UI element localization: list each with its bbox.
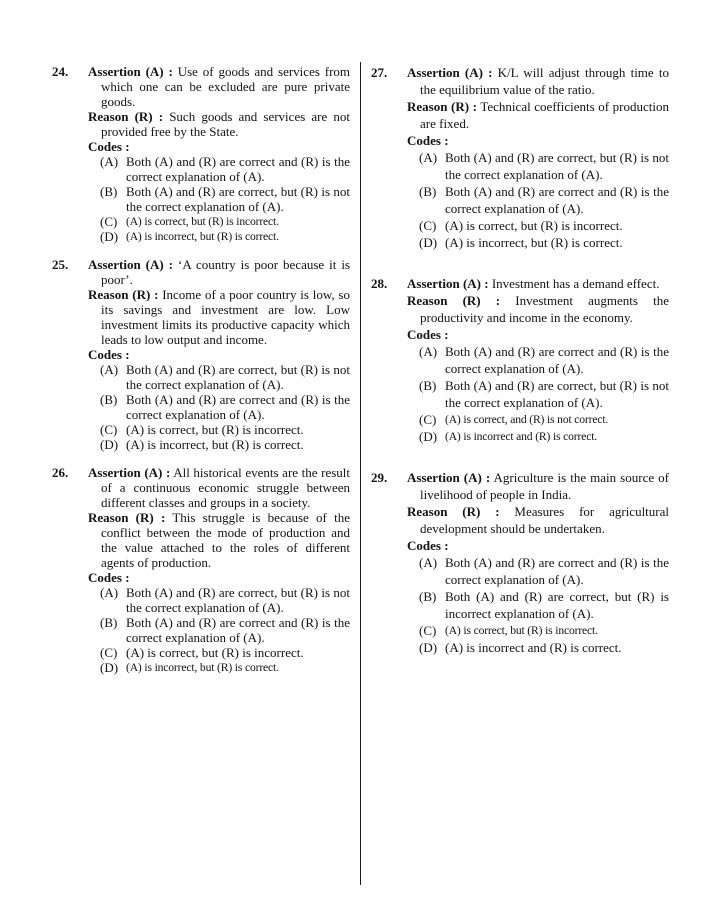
assertion-line: [407, 469, 669, 503]
codes-label: Codes :: [407, 327, 449, 342]
answer-option: [88, 154, 350, 184]
answer-option: [407, 554, 669, 588]
option-label: (C): [100, 645, 118, 660]
codes-label: Codes :: [407, 538, 449, 553]
answer-option: [88, 184, 350, 214]
assertion-label: Assertion (A) :: [88, 257, 174, 272]
option-label: (B): [419, 589, 437, 604]
answer-option: [407, 411, 669, 428]
option-label: (C): [419, 623, 437, 638]
answer-option: [407, 183, 669, 217]
assertion-label: Assertion (A) :: [407, 65, 493, 80]
option-text: (A) is incorrect, but (R) is correct.: [126, 661, 279, 674]
option-text: (A) is correct, but (R) is incorrect.: [126, 422, 304, 437]
question-body: [88, 465, 350, 675]
option-text: Both (A) and (R) are correct and (R) is the correct explanation of (A).: [445, 555, 669, 587]
reason-text: This struggle is because of the conflict between the mode of production and the value attached to the roles of different agents of production.: [101, 510, 351, 570]
question-number: 24.: [52, 64, 69, 79]
question-number: 29.: [371, 470, 388, 485]
option-text: Both (A) and (R) are correct and (R) is the correct explanation of (A).: [445, 344, 669, 376]
option-text: (A) is correct, but (R) is incorrect.: [445, 624, 598, 637]
option-label: (D): [100, 437, 119, 452]
assertion-line: [88, 465, 350, 510]
assertion-line: [407, 275, 669, 292]
option-label: (A): [100, 154, 119, 169]
question-body: [407, 275, 669, 445]
reason-label: Reason (R) :: [407, 293, 501, 308]
option-text: Both (A) and (R) are correct and (R) is the correct explanation of (A).: [445, 184, 669, 216]
reason-text: Such goods and services are not provided free by the State.: [101, 109, 350, 139]
answer-option: [407, 217, 669, 234]
option-label: (D): [419, 429, 438, 444]
assertion-label: Assertion (A) :: [88, 465, 171, 480]
reason-line: [407, 292, 669, 326]
option-text: Both (A) and (R) are correct and (R) is the correct explanation of (A).: [126, 392, 350, 422]
option-label: (B): [419, 184, 437, 199]
option-label: (C): [100, 422, 118, 437]
column-divider: [360, 62, 361, 885]
reason-label: Reason (R) :: [88, 109, 164, 124]
answer-option: [407, 377, 669, 411]
option-label: (D): [419, 235, 438, 250]
question-number: 26.: [52, 465, 69, 480]
reason-text: Measures for agricultural development should be undertaken.: [420, 504, 670, 536]
reason-line: [407, 503, 669, 537]
assertion-label: Assertion (A) :: [407, 470, 491, 485]
option-label: (A): [419, 344, 438, 359]
option-label: (C): [100, 214, 118, 229]
option-text: (A) is correct, but (R) is incorrect.: [126, 215, 279, 228]
reason-line: [88, 287, 350, 347]
assertion-line: [407, 64, 669, 98]
assertion-line: [88, 64, 350, 109]
option-label: (C): [419, 218, 437, 233]
assertion-text: K/L will adjust through time to the equilibrium value of the ratio.: [420, 65, 669, 97]
option-label: (D): [100, 660, 119, 675]
question-27: [371, 64, 669, 251]
option-label: (B): [419, 378, 437, 393]
question-24: [52, 64, 350, 244]
reason-line: [88, 510, 350, 570]
reason-text: Income of a poor country is low, so its savings and investment are low. Low investment limits its productive capacity which leads to low output and income.: [101, 287, 350, 347]
option-text: (A) is incorrect, but (R) is correct.: [126, 437, 304, 452]
reason-line: [88, 109, 350, 139]
assertion-text: Use of goods and services from which one can be excluded are pure private goods.: [101, 64, 351, 109]
answer-option: [407, 343, 669, 377]
option-text: (A) is incorrect, but (R) is correct.: [126, 230, 279, 243]
answer-option: [88, 585, 350, 615]
option-label: (A): [100, 362, 119, 377]
answer-option: [88, 660, 350, 675]
answer-option: [407, 428, 669, 445]
left-column: [52, 64, 350, 891]
answer-option: [88, 362, 350, 392]
option-text: Both (A) and (R) are correct and (R) is the correct explanation of (A).: [126, 154, 350, 184]
option-text: (A) is incorrect and (R) is correct.: [445, 640, 622, 655]
reason-label: Reason (R) :: [407, 504, 500, 519]
assertion-label: Assertion (A) :: [407, 276, 489, 291]
answer-option: [88, 437, 350, 452]
answer-option: [88, 392, 350, 422]
option-text: Both (A) and (R) are correct, but (R) is not the correct explanation of (A).: [445, 378, 669, 410]
answer-option: [88, 229, 350, 244]
option-label: (A): [419, 555, 438, 570]
question-26: [52, 465, 350, 675]
question-body: [88, 64, 350, 244]
reason-text: Investment augments the productivity and income in the economy.: [420, 293, 669, 325]
reason-line: [407, 98, 669, 132]
assertion-text: Agriculture is the main source of livelihood of people in India.: [420, 470, 669, 502]
option-label: (B): [100, 184, 118, 199]
answer-option: [88, 645, 350, 660]
question-body: [407, 64, 669, 251]
option-text: Both (A) and (R) are correct, but (R) is incorrect explanation of (A).: [445, 589, 669, 621]
question-number: 25.: [52, 257, 69, 272]
question-29: [371, 469, 669, 656]
answer-option: [407, 234, 669, 251]
answer-option: [407, 588, 669, 622]
option-label: (C): [419, 412, 437, 427]
option-text: Both (A) and (R) are correct and (R) is the correct explanation of (A).: [126, 615, 350, 645]
option-text: Both (A) and (R) are correct, but (R) is not the correct explanation of (A).: [126, 362, 350, 392]
answer-option: [88, 422, 350, 437]
assertion-label: Assertion (A) :: [88, 64, 173, 79]
option-label: (A): [100, 585, 119, 600]
answer-option: [88, 615, 350, 645]
option-label: (B): [100, 615, 118, 630]
codes-label: Codes :: [88, 570, 130, 585]
answer-option: [407, 622, 669, 639]
option-text: Both (A) and (R) are correct, but (R) is not the correct explanation of (A).: [126, 184, 350, 214]
option-text: Both (A) and (R) are correct, but (R) is not the correct explanation of (A).: [126, 585, 350, 615]
question-body: [88, 257, 350, 452]
question-number: 27.: [371, 65, 388, 80]
option-text: (A) is correct, but (R) is incorrect.: [126, 645, 304, 660]
assertion-text: All historical events are the result of a continuous economic struggle between different classes and groups in a society.: [101, 465, 350, 510]
reason-text: Technical coefficients of production are fixed.: [420, 99, 670, 131]
answer-option: [407, 149, 669, 183]
question-number: 28.: [371, 276, 388, 291]
assertion-text: ‘A country is poor because it is poor’.: [101, 257, 351, 287]
assertion-line: [88, 257, 350, 287]
option-label: (D): [100, 229, 119, 244]
codes-label: Codes :: [88, 347, 130, 362]
answer-option: [88, 214, 350, 229]
question-25: [52, 257, 350, 452]
right-column: [371, 64, 669, 891]
reason-label: Reason (R) :: [407, 99, 477, 114]
question-body: [407, 469, 669, 656]
option-label: (B): [100, 392, 118, 407]
option-text: (A) is correct, but (R) is incorrect.: [445, 218, 623, 233]
reason-label: Reason (R) :: [88, 510, 166, 525]
codes-label: Codes :: [407, 133, 449, 148]
option-text: Both (A) and (R) are correct, but (R) is not the correct explanation of (A).: [445, 150, 669, 182]
option-label: (D): [419, 640, 438, 655]
codes-label: Codes :: [88, 139, 130, 154]
assertion-text: Investment has a demand effect.: [491, 276, 660, 291]
answer-option: [407, 639, 669, 656]
option-text: (A) is correct, and (R) is not correct.: [445, 413, 609, 426]
option-text: (A) is incorrect, but (R) is correct.: [445, 235, 623, 250]
option-text: (A) is incorrect and (R) is correct.: [445, 430, 598, 443]
reason-label: Reason (R) :: [88, 287, 159, 302]
option-label: (A): [419, 150, 438, 165]
question-28: [371, 275, 669, 445]
